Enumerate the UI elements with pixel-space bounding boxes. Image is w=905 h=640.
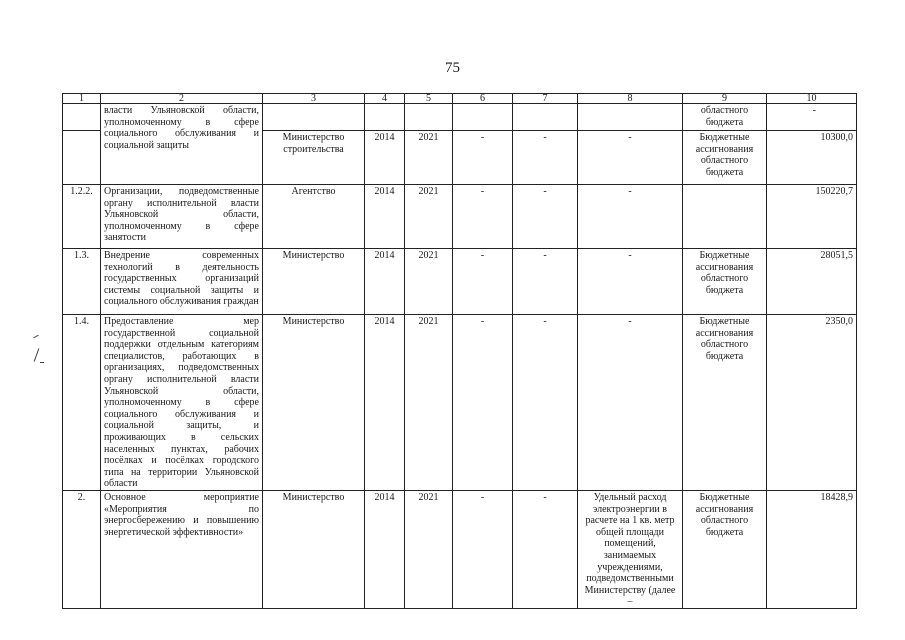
header-cell: 6 [453,94,513,104]
row-start-year: 2014 [365,249,405,315]
row-amount: - [767,104,857,131]
row-description: власти Ульяновской области, уполномоченному в сфере социального обслуживания и социальной защиты [101,104,263,185]
row-number: 1.4. [63,315,101,491]
row-funding-source: областного бюджета [683,104,767,131]
row-indicator: - [578,315,683,491]
row-col7: - [513,491,578,609]
header-cell: 8 [578,94,683,104]
scan-mark [33,335,39,339]
row-indicator: - [578,249,683,315]
row-executor: Министерство [263,249,365,315]
header-cell: 7 [513,94,578,104]
row-col7: - [513,185,578,249]
program-table [62,93,857,609]
table-row [63,315,857,491]
row-col7: - [513,249,578,315]
row-amount: 150220,7 [767,185,857,249]
row-amount: 10300,0 [767,131,857,185]
row-end-year: 2021 [405,185,453,249]
table-row [63,491,857,609]
row-executor: Министерство [263,315,365,491]
row-funding-source: Бюджетные ассигнования областного бюджета [683,249,767,315]
row-description: Предоставление мер государственной социальной поддержки отдельным категориям специалистов, работающих в организациях, подведомственных органу исполнительной власти Ульяновской области, уполномоченному в сфере социального обслуживания и социальной защиты, и проживающих в сельских населенных пунктах, рабочих посёлках и посёлках городского типа на территории Ульяновской области [101,315,263,491]
row-end-year: 2021 [405,131,453,185]
row-number [63,104,101,131]
row-end-year: 2021 [405,249,453,315]
row-funding-source: Бюджетные ассигнования областного бюджета [683,315,767,491]
row-number: 1.2.2. [63,185,101,249]
header-cell: 2 [101,94,263,104]
row-description: Основное мероприятие «Мероприятия по энергосбережению и повышению энергетической эффективности» [101,491,263,609]
row-indicator [578,104,683,131]
row-end-year: 2021 [405,315,453,491]
row-number: 2. [63,491,101,609]
row-start-year [365,104,405,131]
row-start-year: 2014 [365,315,405,491]
table-row [63,185,857,249]
row-indicator: - [578,131,683,185]
row-number: 1.3. [63,249,101,315]
header-cell: 3 [263,94,365,104]
row-description: Организации, подведомственные органу исполнительной власти Ульяновской области, уполномоченному в сфере занятости [101,185,263,249]
row-start-year: 2014 [365,185,405,249]
header-cell: 1 [63,94,101,104]
row-executor: Агентство [263,185,365,249]
row-col7: - [513,131,578,185]
table-row [63,249,857,315]
row-amount: 2350,0 [767,315,857,491]
header-cell: 10 [767,94,857,104]
row-col6: - [453,131,513,185]
page-number: 75 [445,60,460,76]
row-indicator: - [578,185,683,249]
row-amount: 28051,5 [767,249,857,315]
row-funding-source: Бюджетные ассигнования областного бюджета [683,491,767,609]
table-row [63,104,857,131]
row-col6: - [453,185,513,249]
row-executor: Министерство строительства [263,131,365,185]
row-start-year: 2014 [365,491,405,609]
row-end-year: 2021 [405,491,453,609]
row-funding-source: Бюджетные ассигнования областного бюджета [683,131,767,185]
row-amount: 18428,9 [767,491,857,609]
header-cell: 4 [365,94,405,104]
scan-mark [34,348,40,361]
row-end-year [405,104,453,131]
row-col6: - [453,249,513,315]
header-row [63,94,857,104]
row-col6 [453,104,513,131]
row-funding-source [683,185,767,249]
row-number [63,131,101,185]
row-col6: - [453,315,513,491]
header-cell: 5 [405,94,453,104]
row-executor: Министерство [263,491,365,609]
header-cell: 9 [683,94,767,104]
row-col7 [513,104,578,131]
row-col7: - [513,315,578,491]
row-indicator: Удельный расход электроэнергии в расчете на 1 кв. метр общей площади помещений, занимаемых учреждениями, подведомственными Министерству (далее – [578,491,683,609]
row-executor [263,104,365,131]
row-description: Внедрение современных технологий в деятельность государственных организаций системы социальной защиты и социального обслуживания граждан [101,249,263,315]
scan-mark [40,362,44,363]
row-start-year: 2014 [365,131,405,185]
row-col6: - [453,491,513,609]
